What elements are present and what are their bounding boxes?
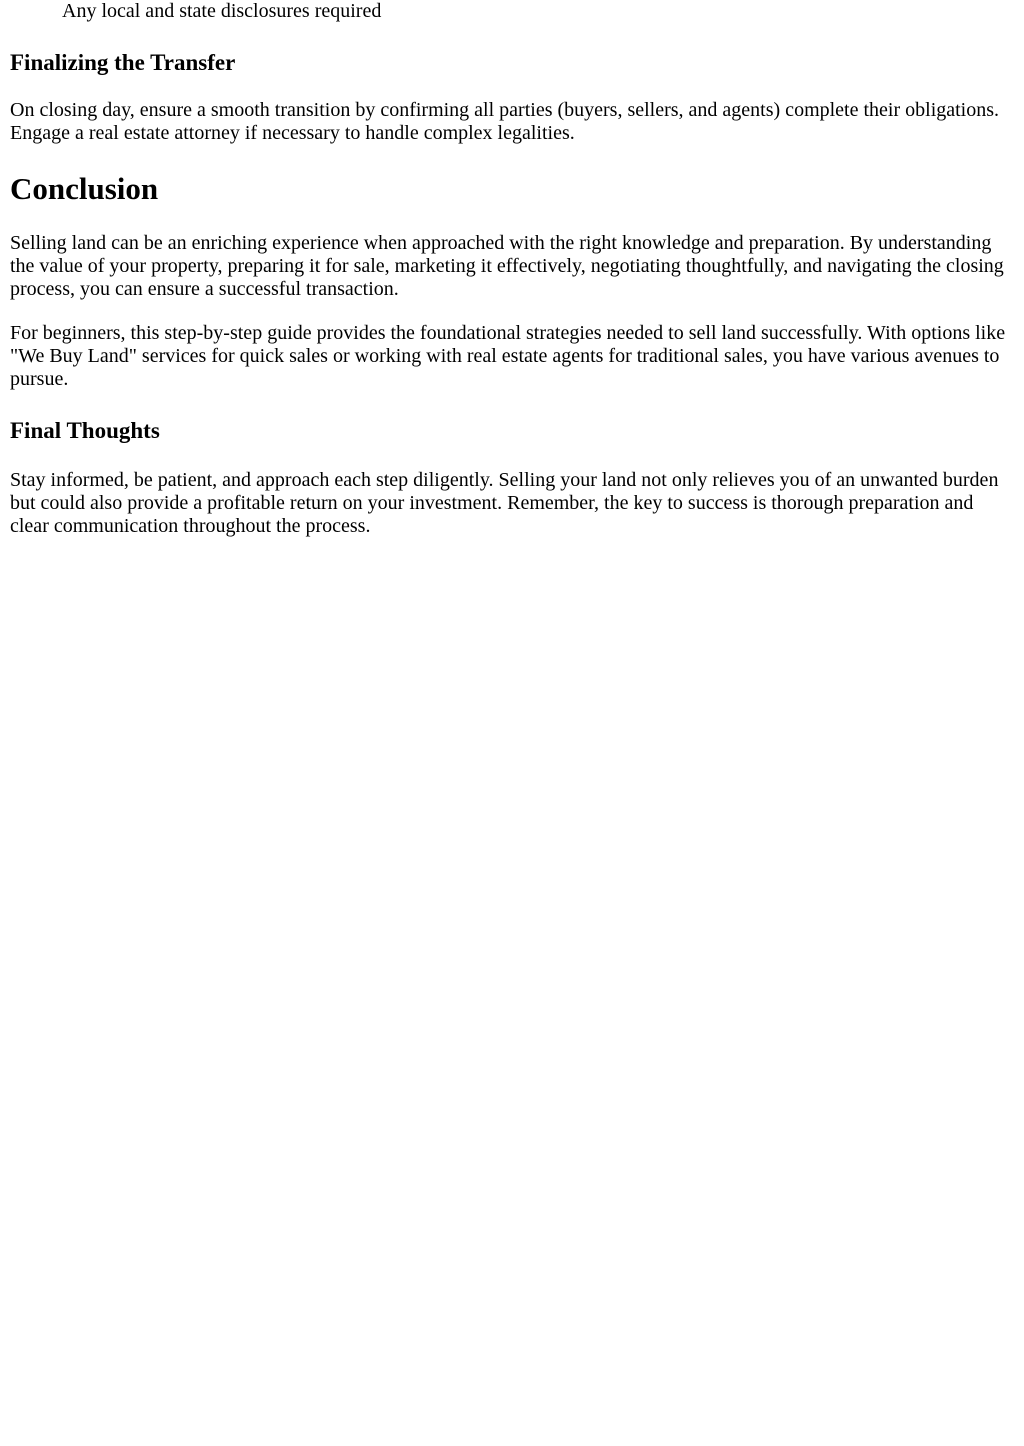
list-item: Any local and state disclosures required [62, 0, 382, 22]
section-heading-final-thoughts: Final Thoughts [10, 418, 160, 443]
paragraph-beginners: For beginners, this step-by-step guide provides the foundational strategies needed to sell land successfully. With options like "We Buy Land" services for quick sales or working with real estate agents for traditional sales, you have various avenues to pursue. [10, 322, 1006, 390]
paragraph-stay-informed: Stay informed, be patient, and approach each step diligently. Selling your land not only relieves you of an unwanted burden but could also provide a profitable return on your investment. Remember, the key to success is thorough preparation and clear communication throughout the process. [10, 469, 999, 537]
section-heading-conclusion: Conclusion [10, 171, 159, 206]
paragraph-closing-day: On closing day, ensure a smooth transition by confirming all parties (buyers, sellers, and agents) complete their obligations. Engage a real estate attorney if necessary to handle complex legalities. [10, 99, 1000, 144]
section-heading-finalizing: Finalizing the Transfer [10, 50, 236, 75]
paragraph-selling-land: Selling land can be an enriching experience when approached with the right knowledge and preparation. By understanding the value of your property, preparing it for sale, marketing it effectively, negotiating thoughtfully, and navigating the closing process, you can ensure a successful transaction. [10, 232, 1004, 300]
